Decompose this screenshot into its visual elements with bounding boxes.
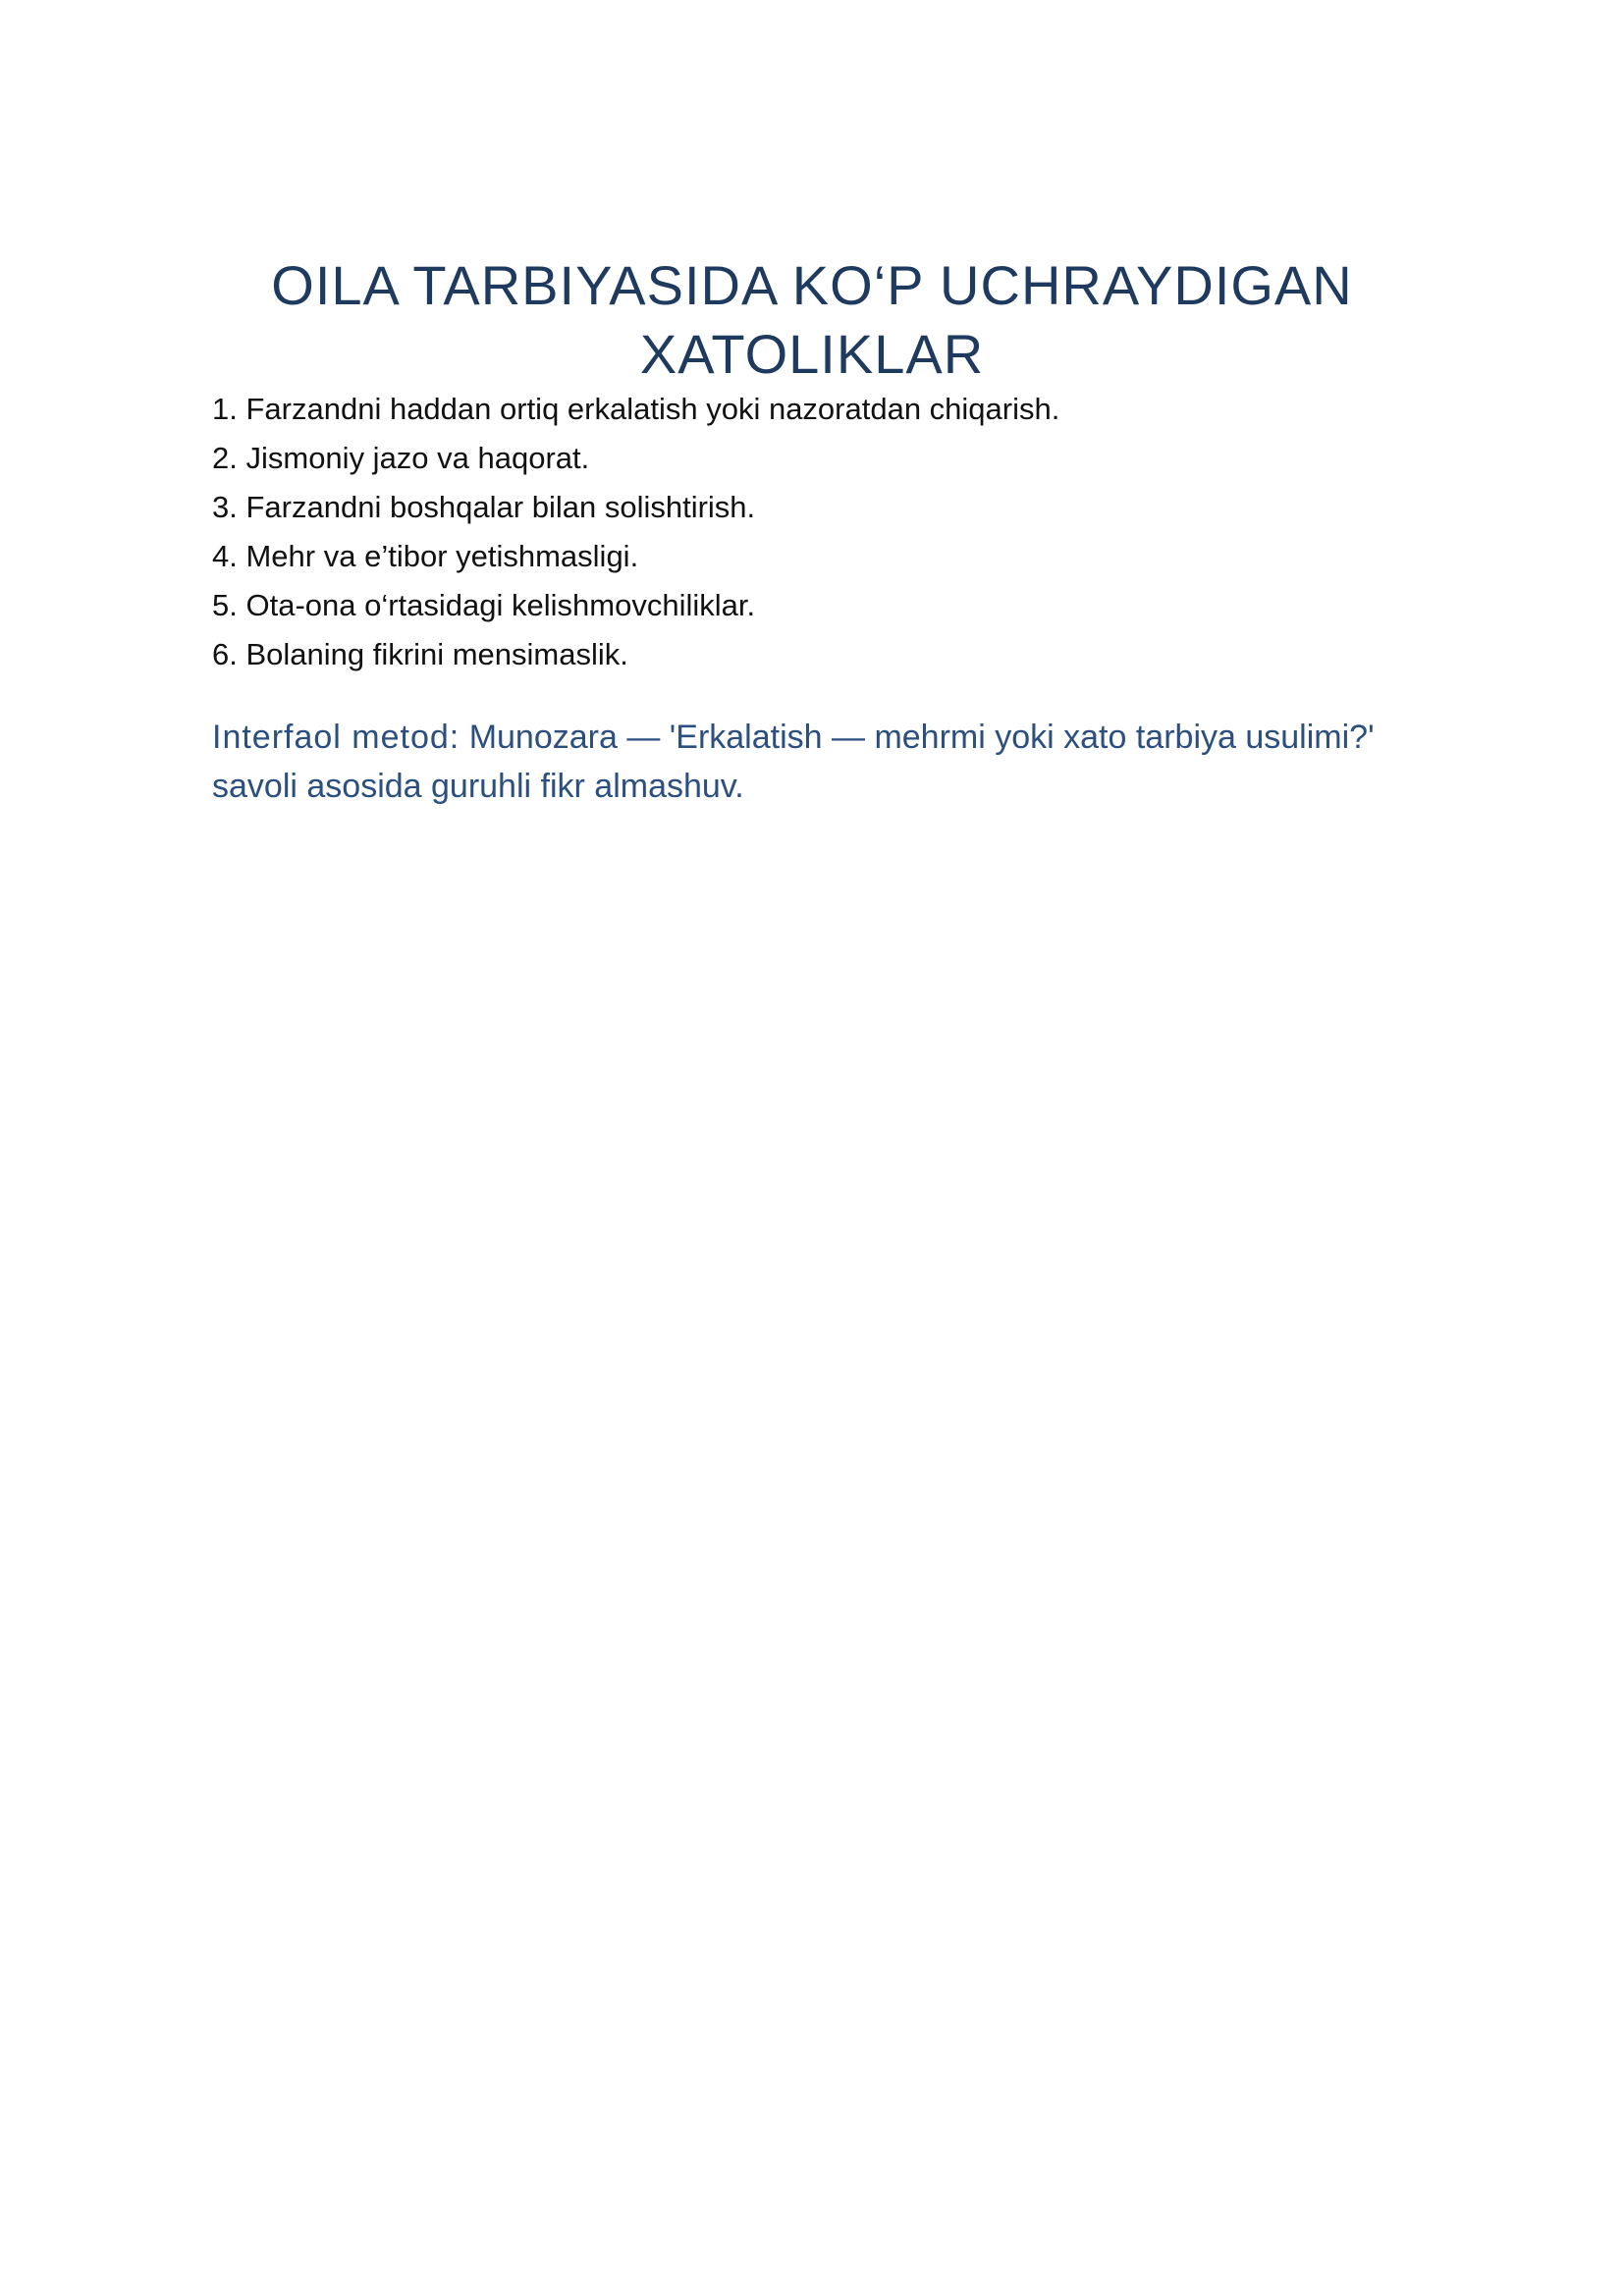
note-text: Munozara — 'Erkalatish — mehrmi yoki xato tarbiya usulimi?' savoli asosida guruhli fikr almashuv. bbox=[212, 719, 1375, 805]
list-item bbox=[212, 581, 1430, 630]
list-item-text: Bolaning fikrini mensimaslik. bbox=[245, 637, 628, 671]
title-line-1: OILA TARBIYASIDA KO‘P UCHRAYDIGAN bbox=[271, 253, 1353, 316]
note-label: Interfaol metod: bbox=[212, 719, 460, 756]
list-item bbox=[212, 385, 1430, 434]
list-item bbox=[212, 532, 1430, 581]
list-item-text: Farzandni haddan ortiq erkalatish yoki nazoratdan chiqarish. bbox=[245, 392, 1060, 426]
list-item-text: Ota-ona o‘rtasidagi kelishmovchiliklar. bbox=[245, 588, 756, 622]
interactive-method-note bbox=[212, 713, 1420, 811]
list-item-number: 4. bbox=[212, 539, 238, 573]
page-title bbox=[196, 251, 1428, 389]
title-line-2: XATOLIKLAR bbox=[639, 322, 985, 385]
list-item-number: 2. bbox=[212, 441, 238, 475]
mistakes-list bbox=[212, 385, 1430, 679]
list-item-text: Jismoniy jazo va haqorat. bbox=[245, 441, 590, 475]
list-item-number: 5. bbox=[212, 588, 238, 622]
list-item bbox=[212, 630, 1430, 679]
list-item-number: 6. bbox=[212, 637, 238, 671]
list-item-text: Mehr va e’tibor yetishmasligi. bbox=[245, 539, 639, 573]
list-item bbox=[212, 434, 1430, 483]
list-item-number: 3. bbox=[212, 490, 238, 524]
list-item-text: Farzandni boshqalar bilan solishtirish. bbox=[245, 490, 756, 524]
list-item-number: 1. bbox=[212, 392, 238, 426]
list-item bbox=[212, 483, 1430, 532]
